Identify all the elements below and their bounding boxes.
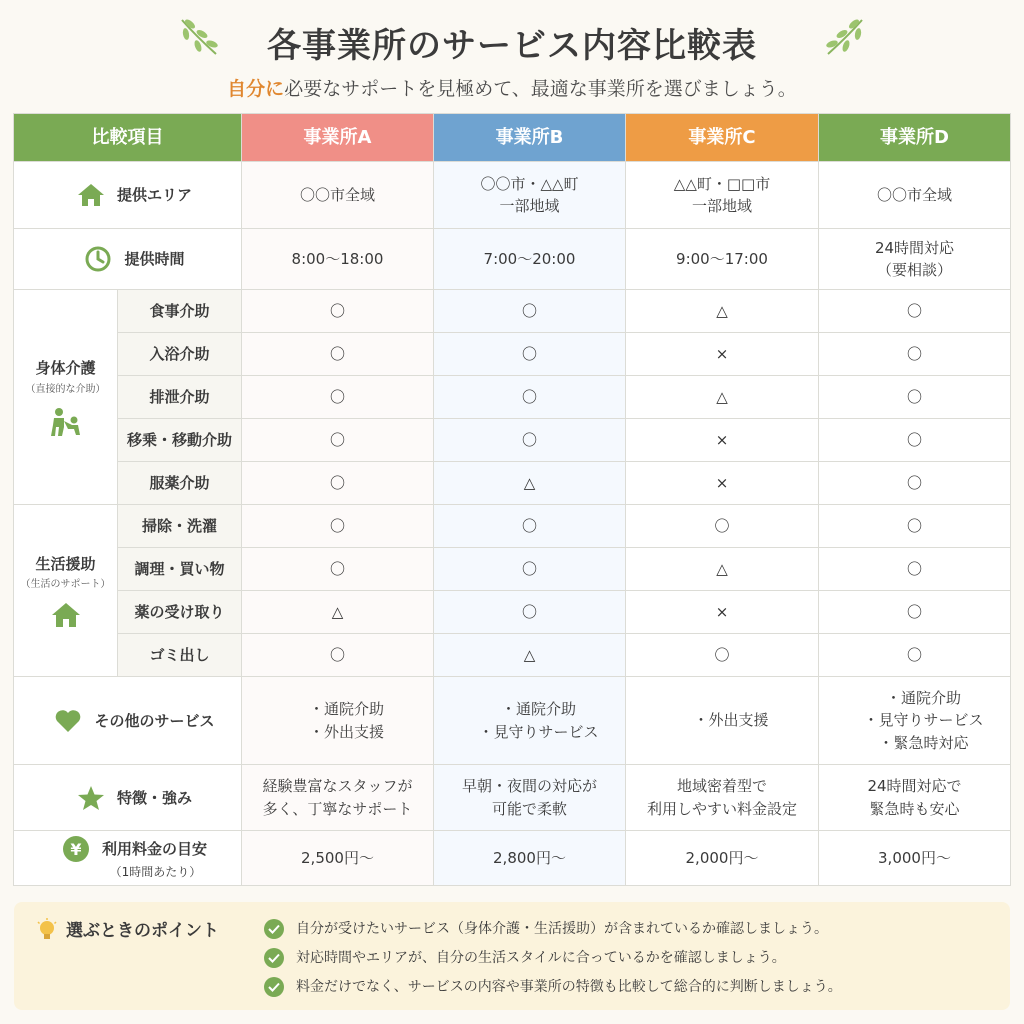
living-3-c: 〇	[626, 634, 819, 677]
subtitle-text: 必要なサポートを見極めて、最適な事業所を選びましょう。	[284, 78, 797, 100]
hours-c: 9:00〜17:00	[626, 229, 819, 290]
home-icon	[51, 602, 81, 628]
living-0-c: 〇	[626, 505, 819, 548]
physical-4-c: ×	[626, 462, 819, 505]
tip-item: 自分が受けたいサービス（身体介護・生活援助）が含まれているか確認しましょう。	[264, 914, 842, 943]
living-2-d: 〇	[819, 591, 1011, 634]
physical-0-d: 〇	[819, 290, 1011, 333]
living-0-d: 〇	[819, 505, 1011, 548]
tips-box	[14, 902, 1010, 1010]
clock-icon	[84, 245, 112, 273]
physical-1-c: ×	[626, 333, 819, 376]
physical-label-0: 食事介助	[118, 290, 242, 333]
physical-label-2: 排泄介助	[118, 376, 242, 419]
physical-1-a: 〇	[242, 333, 434, 376]
living-3-b: △	[434, 634, 626, 677]
svg-text:¥: ¥	[70, 840, 82, 859]
living-1-c: △	[626, 548, 819, 591]
row-head-other: その他のサービス	[14, 677, 242, 765]
tips-list	[264, 914, 842, 1001]
living-0-a: 〇	[242, 505, 434, 548]
fee-d: 3,000円〜	[819, 831, 1011, 886]
header-office-d: 事業所D	[819, 114, 1011, 162]
physical-2-c: △	[626, 376, 819, 419]
physical-4-d: 〇	[819, 462, 1011, 505]
header-item: 比較項目	[14, 114, 242, 162]
living-label-2: 薬の受け取り	[118, 591, 242, 634]
physical-1-d: 〇	[819, 333, 1011, 376]
features-d: 24時間対応で 緊急時も安心	[819, 765, 1011, 831]
row-head-hours: 提供時間	[14, 229, 242, 290]
physical-0-b: 〇	[434, 290, 626, 333]
page-subtitle	[0, 74, 1024, 101]
living-label-3: ゴミ出し	[118, 634, 242, 677]
row-head-area: 提供エリア	[14, 162, 242, 229]
physical-label-1: 入浴介助	[118, 333, 242, 376]
caregiver-icon	[50, 407, 82, 437]
fee-a: 2,500円〜	[242, 831, 434, 886]
living-2-a: △	[242, 591, 434, 634]
living-1-b: 〇	[434, 548, 626, 591]
area-c: △△町・□□市 一部地域	[626, 162, 819, 229]
check-icon	[264, 919, 284, 939]
hours-a: 8:00〜18:00	[242, 229, 434, 290]
physical-4-b: △	[434, 462, 626, 505]
row-head-fee: ¥ 利用料金の目安 （1時間あたり）	[14, 831, 242, 886]
hours-d: 24時間対応 （要相談）	[819, 229, 1011, 290]
header-office-a: 事業所A	[242, 114, 434, 162]
living-3-d: 〇	[819, 634, 1011, 677]
physical-1-b: 〇	[434, 333, 626, 376]
other-a: ・通院介助 ・外出支援	[242, 677, 434, 765]
hours-b: 7:00〜20:00	[434, 229, 626, 290]
living-3-a: 〇	[242, 634, 434, 677]
other-c: ・外出支援	[626, 677, 819, 765]
living-1-a: 〇	[242, 548, 434, 591]
header-office-b: 事業所B	[434, 114, 626, 162]
features-c: 地域密着型で 利用しやすい料金設定	[626, 765, 819, 831]
physical-0-a: 〇	[242, 290, 434, 333]
check-icon	[264, 948, 284, 968]
group-living: 生活援助 （生活のサポート）	[14, 505, 118, 677]
check-icon	[264, 977, 284, 997]
other-b: ・通院介助 ・見守りサービス	[434, 677, 626, 765]
physical-2-a: 〇	[242, 376, 434, 419]
fee-b: 2,800円〜	[434, 831, 626, 886]
tips-title: 選ぶときのポイント	[36, 916, 219, 944]
features-a: 経験豊富なスタッフが 多く、丁寧なサポート	[242, 765, 434, 831]
star-icon	[77, 785, 105, 811]
features-b: 早朝・夜間の対応が 可能で柔軟	[434, 765, 626, 831]
living-label-0: 掃除・洗濯	[118, 505, 242, 548]
house-icon	[77, 183, 105, 207]
group-physical: 身体介護 （直接的な介助）	[14, 290, 118, 505]
living-2-b: 〇	[434, 591, 626, 634]
row-head-features: 特徴・強み	[14, 765, 242, 831]
subtitle-highlight: 自分に	[227, 78, 285, 100]
yen-icon	[62, 835, 90, 863]
physical-3-b: 〇	[434, 419, 626, 462]
comparison-table	[13, 113, 1011, 886]
area-a: 〇〇市全域	[242, 162, 434, 229]
living-label-1: 調理・買い物	[118, 548, 242, 591]
fee-c: 2,000円〜	[626, 831, 819, 886]
other-d: ・通院介助 ・見守りサービス ・緊急時対応	[819, 677, 1011, 765]
living-2-c: ×	[626, 591, 819, 634]
heart-icon	[54, 709, 82, 733]
living-1-d: 〇	[819, 548, 1011, 591]
physical-label-3: 移乗・移動介助	[118, 419, 242, 462]
physical-3-d: 〇	[819, 419, 1011, 462]
tip-item: 対応時間やエリアが、自分の生活スタイルに合っているかを確認しましょう。	[264, 943, 842, 972]
area-b: 〇〇市・△△町 一部地域	[434, 162, 626, 229]
header-office-c: 事業所C	[626, 114, 819, 162]
physical-label-4: 服薬介助	[118, 462, 242, 505]
lightbulb-icon	[36, 918, 58, 944]
living-0-b: 〇	[434, 505, 626, 548]
tip-item: 料金だけでなく、サービスの内容や事業所の特徴も比較して総合的に判断しましょう。	[264, 972, 842, 1001]
area-d: 〇〇市全域	[819, 162, 1011, 229]
physical-4-a: 〇	[242, 462, 434, 505]
page-title: 各事業所のサービス内容比較表	[267, 26, 757, 66]
physical-3-a: 〇	[242, 419, 434, 462]
physical-2-d: 〇	[819, 376, 1011, 419]
physical-2-b: 〇	[434, 376, 626, 419]
physical-0-c: △	[626, 290, 819, 333]
physical-3-c: ×	[626, 419, 819, 462]
leaf-right-icon	[822, 14, 868, 60]
